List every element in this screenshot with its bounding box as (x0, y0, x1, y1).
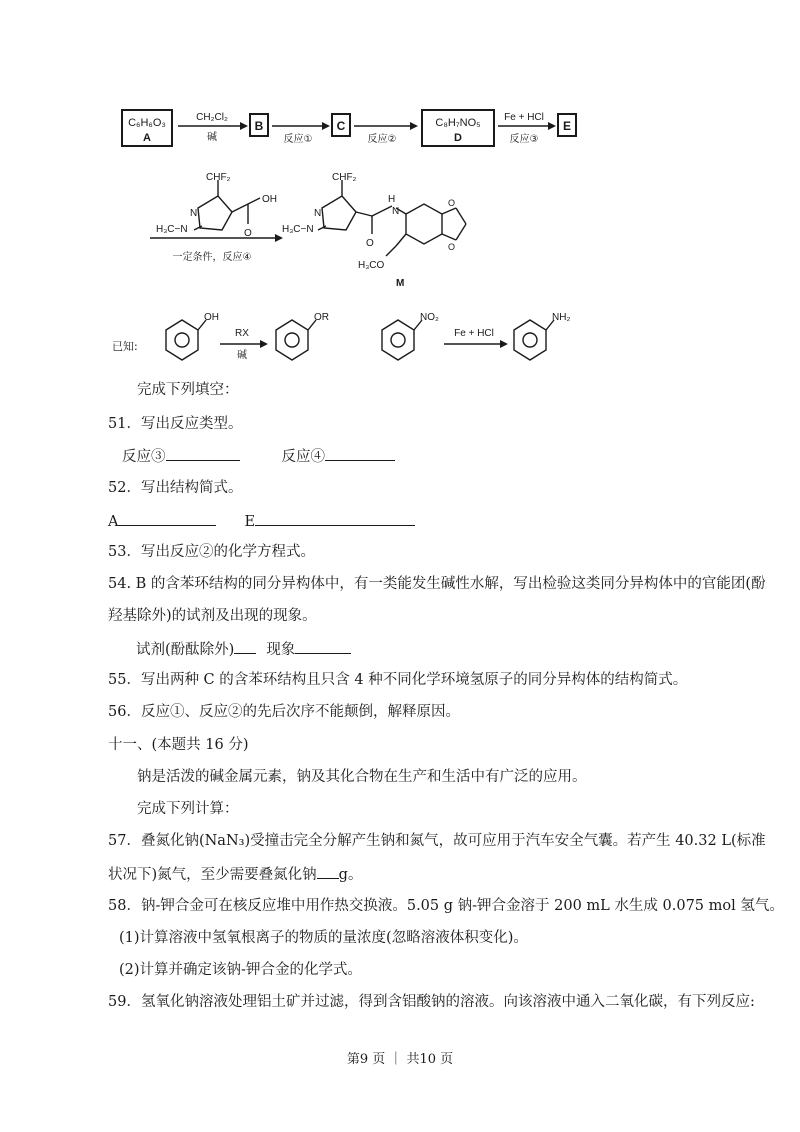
page-footer: 第9 页 ｜ 共10 页 (346, 1052, 454, 1067)
q54-answer-line (136, 639, 351, 659)
chf2-label-2: CHF₂ (332, 172, 357, 183)
n-label-2: N (314, 208, 322, 219)
M-label: M (396, 278, 405, 289)
reaction-1-label: 反应① (283, 134, 313, 145)
reaction-3-label: 反应③ (509, 134, 539, 145)
reaction-2-label: 反应② (367, 134, 397, 145)
aniline-structure (514, 320, 554, 360)
oh-label: OH (262, 194, 277, 205)
q59-line: 59．氢氧化钠溶液处理铝土矿并过滤，得到含铝酸钠的溶液。向该溶液中通入二氧化碳，有下列反应: (108, 994, 755, 1010)
section-11-task: 完成下列计算： (137, 801, 239, 817)
n-label-1: N (190, 208, 198, 219)
o-label-1: O (244, 228, 252, 239)
nh2-label: NH₂ (552, 312, 571, 323)
q58-part-1: (1)计算溶液中氢氧根离子的物质的量浓度(忽略溶液体积变化)。 (119, 930, 528, 946)
section-11-title: 十一、(本题共 16 分) (108, 737, 249, 753)
intro-line: 完成下列填空： (137, 382, 239, 398)
q57-unit: g。 (338, 867, 363, 883)
D-label: D (454, 132, 462, 144)
q51-answer-line (122, 446, 395, 466)
q55-line: 55．写出两种 C 的含苯环结构且只含 4 种不同化学环境氢原子的同分异构体的结构简式。 (108, 672, 688, 688)
q53-line: 53．写出反应②的化学方程式。 (108, 544, 315, 560)
reagent-3-top: Fe + HCl (504, 112, 544, 123)
arrowhead-B-C (322, 122, 330, 130)
E-label: E (562, 119, 572, 133)
q57-text: 状况下)氮气，至少需要叠氮化钠 (108, 867, 317, 883)
q52-line: 52．写出结构简式。 (108, 480, 243, 496)
nitrobenzene-structure (382, 320, 422, 360)
no2-label: NO₂ (420, 312, 439, 323)
arrowhead-C-D (410, 122, 418, 130)
q51-line: 51．写出反应类型。 (108, 416, 243, 432)
rx-top-label: RX (235, 328, 249, 339)
o-label-4: O (448, 242, 456, 252)
h3cn-label-2: H₃C−N (282, 224, 314, 235)
q51-r4-label: 反应④ (281, 449, 325, 465)
h3co-label: H₃CO (358, 260, 385, 271)
q51-r3-label: 反应③ (122, 449, 166, 465)
h-label: H (388, 194, 396, 205)
q52-E-label: E (244, 514, 256, 530)
q54-phenom-label: 现象 (266, 642, 296, 658)
n-label-3: N (392, 206, 400, 217)
D-formula: C₈H₇NO₅ (435, 117, 481, 129)
q54-reagent-label: 试剂(酚酞除外) (136, 642, 235, 658)
C-label: C (336, 119, 346, 133)
arrowhead-E-M (275, 234, 283, 242)
fehcl-known-label: Fe + HCl (454, 328, 494, 339)
q52-A-blank (118, 511, 216, 526)
or-label: OR (314, 312, 329, 323)
arrowhead-rx (260, 340, 268, 348)
reaction-scheme (110, 98, 610, 368)
condition-4-label: 一定条件，反应④ (172, 252, 252, 263)
q51-r3-blank (166, 446, 240, 461)
phenol-oh-label: OH (204, 312, 219, 323)
q57-line-a: 57．叠氮化钠(NaN₃)受撞击完全分解产生钠和氮气，故可应用于汽车安全气囊。若产生 40.32 L(标准 (108, 833, 766, 849)
h3cn-label-1: H₃C−N (156, 224, 188, 235)
q58-part-2: (2)计算并确定该钠-钾合金的化学式。 (119, 962, 362, 978)
q54-line-a: 54. B 的含苯环结构的同分异构体中，有一类能发生碱性水解，写出检验这类同分异构体中的官能团(酚 (108, 576, 766, 592)
B-label: B (254, 119, 264, 133)
scheme-svg (110, 98, 610, 368)
q58-line: 58．钠-钾合金可在核反应堆中用作热交换液。5.05 g 钠-钾合金溶于 200 mL 水生成 0.075 mol 氢气。 (108, 898, 784, 914)
chf2-label-1: CHF₂ (206, 172, 231, 183)
rx-bottom-label: 碱 (237, 350, 247, 361)
q52-answer-line (108, 511, 415, 531)
A-label: A (143, 132, 151, 144)
o-label-3: O (448, 198, 456, 208)
product-M-structure (318, 180, 466, 256)
q57-blank (317, 864, 339, 879)
pyrazole-acid-structure (194, 180, 260, 230)
reagent-1-bottom: 碱 (207, 132, 217, 143)
q56-line: 56．反应①、反应②的先后次序不能颠倒，解释原因。 (108, 704, 460, 720)
o-label-2: O (366, 238, 374, 249)
q54-reagent-blank (234, 639, 256, 654)
q52-E-blank (255, 511, 415, 526)
q54-phenom-blank (295, 639, 351, 654)
q54-line-b: 羟基除外)的试剂及出现的现象。 (108, 608, 317, 624)
known-label: 已知: (112, 340, 138, 353)
q57-line-b (108, 864, 362, 884)
reagent-1-top: CH₂Cl₂ (196, 112, 228, 123)
q52-A-label: A (108, 514, 119, 530)
arrowhead-A-B (240, 122, 248, 130)
arrowhead-D-E (548, 122, 556, 130)
q51-r4-blank (325, 446, 395, 461)
ether-structure (276, 320, 316, 360)
arrowhead-fehcl (500, 340, 508, 348)
section-11-intro: 钠是活泼的碱金属元素，钠及其化合物在生产和生活中有广泛的应用。 (137, 769, 587, 785)
A-formula: C₆H₆O₃ (128, 117, 166, 129)
phenol-structure (166, 320, 206, 360)
